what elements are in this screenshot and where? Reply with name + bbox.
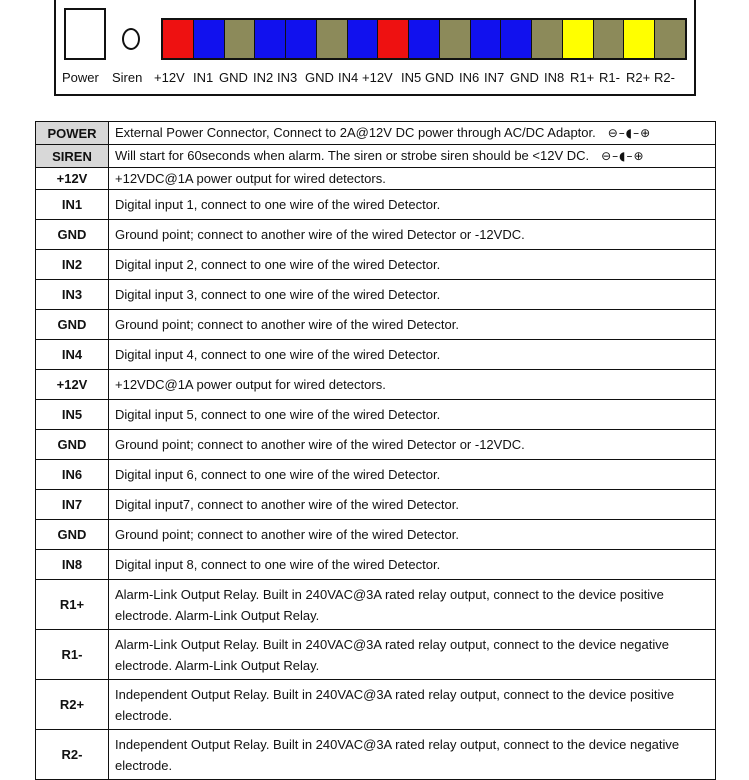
pin-name: R1+ [36, 580, 109, 630]
pin-description [109, 220, 716, 250]
terminal-block [317, 20, 348, 58]
table-row [36, 280, 716, 310]
table-row [36, 122, 716, 145]
terminal-block [655, 20, 685, 58]
terminal-labels [56, 70, 694, 86]
pin-description-text: Digital input7, connect to another wire of the wired Detector. [115, 497, 459, 512]
pin-description [109, 730, 716, 780]
terminal-block [255, 20, 286, 58]
table-row [36, 190, 716, 220]
pin-description [109, 430, 716, 460]
terminal-label: GND [510, 70, 539, 85]
terminal-label: GND [425, 70, 454, 85]
pin-description [109, 550, 716, 580]
table-row [36, 490, 716, 520]
table-row [36, 400, 716, 430]
pin-name: IN1 [36, 190, 109, 220]
pin-description [109, 460, 716, 490]
terminal-label: Power [62, 70, 99, 85]
pin-name: IN6 [36, 460, 109, 490]
pin-description [109, 340, 716, 370]
terminal-label: R2+ [626, 70, 651, 85]
terminal-block [225, 20, 256, 58]
pin-description [109, 680, 716, 730]
pin-description [109, 310, 716, 340]
terminal-label: IN2 [253, 70, 274, 85]
pin-name: IN8 [36, 550, 109, 580]
terminal-label: R1- [599, 70, 620, 85]
pin-name: IN7 [36, 490, 109, 520]
pin-description-text: Ground point; connect to another wire of the wired Detector. [115, 317, 459, 332]
pin-description-text: Digital input 4, connect to one wire of the wired Detector. [115, 347, 441, 362]
pin-description-text: Alarm-Link Output Relay. Built in 240VAC@3A rated relay output, connect to the device negative electrode. Alarm-Link Output Relay. [115, 636, 669, 673]
pin-description [109, 580, 716, 630]
terminal-label: IN5 [401, 70, 422, 85]
terminal-label: IN7 [484, 70, 505, 85]
pin-name: GND [36, 520, 109, 550]
table-row [36, 460, 716, 490]
terminal-block [563, 20, 594, 58]
pin-name: POWER [36, 122, 109, 145]
pin-description [109, 400, 716, 430]
pin-description [109, 370, 716, 400]
pin-name: +12V [36, 370, 109, 400]
pin-name: R2- [36, 730, 109, 780]
terminal-label: IN3 [277, 70, 298, 85]
table-row [36, 370, 716, 400]
table-row [36, 168, 716, 190]
table-row [36, 340, 716, 370]
terminal-block [348, 20, 379, 58]
table-row [36, 430, 716, 460]
terminal-label: GND [219, 70, 248, 85]
terminal-block [471, 20, 502, 58]
pin-description [109, 630, 716, 680]
terminal-label: +12V [154, 70, 185, 85]
pin-name: SIREN [36, 145, 109, 168]
terminal-label: R1+ [570, 70, 595, 85]
pin-name: IN4 [36, 340, 109, 370]
terminal-label: IN4 [338, 70, 359, 85]
pin-description [109, 190, 716, 220]
table-row [36, 310, 716, 340]
siren-connector [122, 28, 140, 50]
pin-name: R2+ [36, 680, 109, 730]
connector-diagram [54, 0, 696, 96]
pin-description-text: +12VDC@1A power output for wired detectors. [115, 171, 386, 186]
pin-description-text: Digital input 5, connect to one wire of the wired Detector. [115, 407, 441, 422]
pin-description [109, 168, 716, 190]
pin-description-text: +12VDC@1A power output for wired detectors. [115, 377, 386, 392]
terminal-block [163, 20, 194, 58]
pin-description [109, 145, 716, 168]
terminal-label: GND [305, 70, 334, 85]
pin-description-text: Digital input 2, connect to one wire of the wired Detector. [115, 257, 441, 272]
pin-description-text: Ground point; connect to another wire of the wired Detector or -12VDC. [115, 437, 525, 452]
pin-description-text: External Power Connector, Connect to 2A@12V DC power through AC/DC Adaptor. [115, 125, 596, 140]
pin-description [109, 250, 716, 280]
table-row [36, 680, 716, 730]
pin-name: IN5 [36, 400, 109, 430]
pin-name: IN2 [36, 250, 109, 280]
table-row [36, 580, 716, 630]
pin-name: GND [36, 220, 109, 250]
pin-description-text: Ground point; connect to another wire of the wired Detector or -12VDC. [115, 227, 525, 242]
terminal-block [378, 20, 409, 58]
terminal-label: R2- [654, 70, 675, 85]
terminal-label: Siren [112, 70, 143, 85]
terminal-block [594, 20, 625, 58]
terminal-block [409, 20, 440, 58]
terminal-block [624, 20, 655, 58]
table-row [36, 550, 716, 580]
pin-description-text: Ground point; connect to another wire of the wired Detector. [115, 527, 459, 542]
terminal-label: IN8 [544, 70, 565, 85]
terminal-block [194, 20, 225, 58]
terminal-label: IN6 [459, 70, 480, 85]
pin-description-table [35, 121, 716, 780]
pin-name: GND [36, 430, 109, 460]
terminal-label: IN1 [193, 70, 214, 85]
power-connector [64, 8, 106, 60]
terminal-strip [161, 18, 687, 60]
pin-description [109, 122, 716, 145]
table-row [36, 630, 716, 680]
table-row [36, 250, 716, 280]
pin-description-text: Independent Output Relay. Built in 240VAC@3A rated relay output, connect to the device positive electrode. [115, 686, 675, 723]
pin-description-text: Digital input 3, connect to one wire of the wired Detector. [115, 287, 441, 302]
pin-description-text: Digital input 6, connect to one wire of the wired Detector. [115, 467, 441, 482]
terminal-block [440, 20, 471, 58]
polarity-icon: ⊖–◖–⊕ [607, 126, 652, 140]
pin-description-text: Digital input 1, connect to one wire of the wired Detector. [115, 197, 441, 212]
terminal-block [286, 20, 317, 58]
pin-name: +12V [36, 168, 109, 190]
pin-description-text: Digital input 8, connect to one wire of the wired Detector. [115, 557, 441, 572]
pin-description-text: Alarm-Link Output Relay. Built in 240VAC@3A rated relay output, connect to the device positive electrode. Alarm-Link Output Relay. [115, 586, 664, 623]
pin-description [109, 520, 716, 550]
terminal-block [532, 20, 563, 58]
table-row [36, 520, 716, 550]
polarity-icon: ⊖–◖–⊕ [601, 149, 645, 163]
terminal-label: +12V [362, 70, 393, 85]
pin-description [109, 490, 716, 520]
pin-name: IN3 [36, 280, 109, 310]
pin-name: R1- [36, 630, 109, 680]
table-row [36, 220, 716, 250]
pin-description [109, 280, 716, 310]
table-row [36, 730, 716, 780]
pin-name: GND [36, 310, 109, 340]
table-row [36, 145, 716, 168]
pin-description-text: Will start for 60seconds when alarm. The siren or strobe siren should be <12V DC. [115, 148, 590, 163]
terminal-block [501, 20, 532, 58]
pin-description-text: Independent Output Relay. Built in 240VAC@3A rated relay output, connect to the device negative electrode. [115, 736, 680, 773]
